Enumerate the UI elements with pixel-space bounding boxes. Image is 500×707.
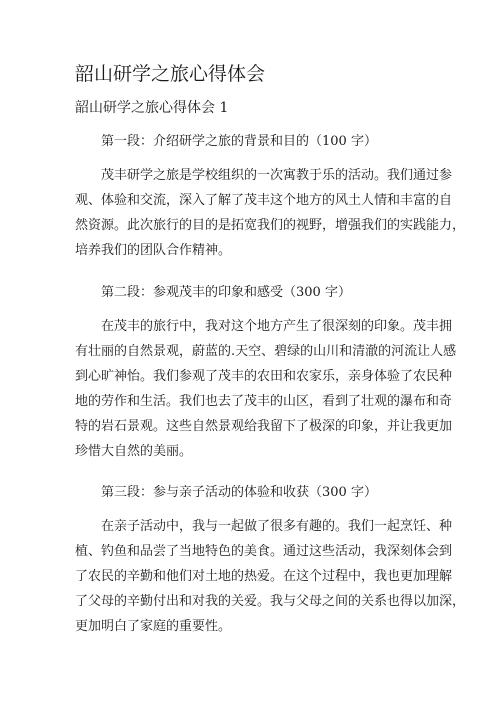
paragraph-line: 了父母的辛勤付出和对我的关爱。我与父母之间的关系也得以加深， [75, 594, 466, 609]
paragraph-line: 植、钓鱼和品尝了当地特色的美食。通过这些活动，我深刻体会到 [75, 544, 453, 559]
section-2-paragraph [75, 314, 457, 464]
paragraph-line: 了农民的辛勤和他们对土地的热爱。在这个过程中，我也更加理解 [75, 569, 453, 584]
paragraph-line: 更加明白了家庭的重要性。 [75, 619, 232, 634]
document-title: 韶山研学之旅心得体会 [75, 63, 266, 85]
paragraph-line: 茂丰研学之旅是学校组织的一次寓教于乐的活动。我们通过参 [101, 168, 453, 183]
paragraph-line: 在茂丰的旅行中，我对这个地方产生了很深刻的印象。茂丰拥 [101, 319, 453, 334]
paragraph-line: 特的岩石景观。这些自然景观给我留下了极深的印象，并让我更加 [75, 419, 453, 434]
paragraph-line: 到心旷神怡。我们参观了茂丰的农田和农家乐，亲身体验了农民种 [75, 369, 453, 384]
section-2-heading: 第二段：参观茂丰的印象和感受（300 字） [101, 285, 351, 300]
document-subtitle: 韶山研学之旅心得体会 1 [75, 100, 229, 116]
paragraph-line: 有壮丽的自然景观，蔚蓝的.天空、碧绿的山川和清澈的河流让人感 [75, 344, 457, 359]
paragraph-line: 观、体验和交流，深入了解了茂丰这个地方的风土人情和丰富的自 [75, 193, 453, 208]
section-1-paragraph [75, 163, 466, 263]
paragraph-line: 培养我们的团队合作精神。 [75, 243, 232, 258]
section-1-heading: 第一段：介绍研学之旅的背景和目的（100 字） [101, 134, 377, 149]
paragraph-line: 然资源。此次旅行的目的是拓宽我们的视野，增强我们的实践能力， [75, 218, 466, 233]
paragraph-line: 地的劳作和生活。我们也去了茂丰的山区，看到了壮观的瀑布和奇 [75, 394, 453, 409]
paragraph-line: 在亲子活动中，我与一起做了很多有趣的。我们一起烹饪、种 [101, 519, 453, 534]
section-3-heading: 第三段：参与亲子活动的体验和收获（300 字） [101, 485, 377, 500]
section-3-paragraph [75, 514, 466, 639]
paragraph-line: 珍惜大自然的美丽。 [75, 444, 193, 459]
